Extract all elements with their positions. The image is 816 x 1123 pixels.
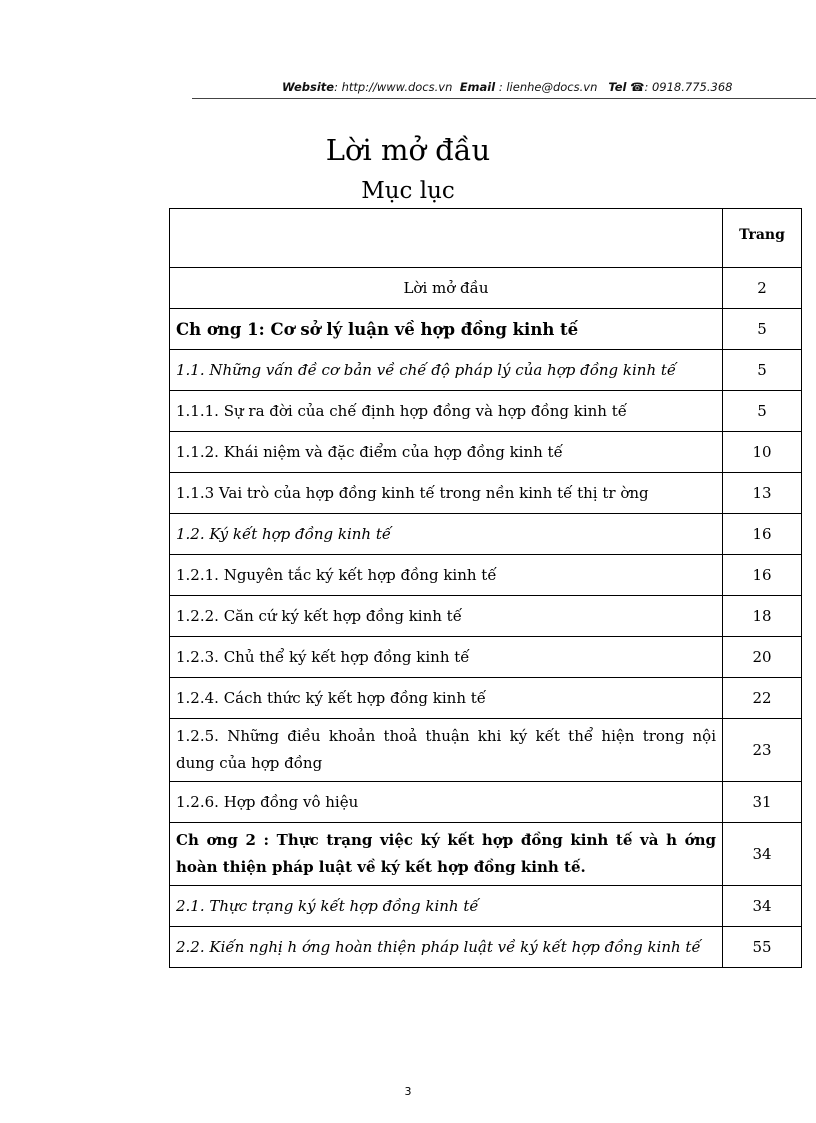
toc-entry: 2.2. Kiến nghị h ớng hoàn thiện pháp luật về ký kết hợp đồng kinh tế	[170, 927, 723, 968]
toc-row	[170, 678, 802, 719]
toc-row	[170, 514, 802, 555]
toc-title: Mục lục	[361, 178, 455, 204]
toc-page: 23	[723, 719, 802, 782]
page-header	[192, 78, 816, 99]
website-label: Website	[282, 80, 335, 94]
toc-entry: 1.2. Ký kết hợp đồng kinh tế	[170, 514, 723, 555]
toc-page: 34	[723, 823, 802, 886]
toc-row	[170, 823, 802, 886]
toc-row	[170, 886, 802, 927]
toc-row	[170, 596, 802, 637]
toc-row	[170, 782, 802, 823]
toc-page: 2	[723, 268, 802, 309]
phone-icon: ☎	[630, 80, 645, 94]
toc-entry: 1.2.5. Những điều khoản thoả thuận khi ký kết thể hiện trong nội dung của hợp đồng	[170, 719, 723, 782]
toc-page: 55	[723, 927, 802, 968]
email-value: : lienhe@docs.vn	[498, 80, 598, 94]
toc-entry: 1.2.2. Căn cứ ký kết hợp đồng kinh tế	[170, 596, 723, 637]
tel-label: Tel	[608, 80, 627, 94]
toc-entry: 1.1.1. Sự ra đời của chế định hợp đồng và hợp đồng kinh tế	[170, 391, 723, 432]
toc-page: 18	[723, 596, 802, 637]
website-value: : http://www.docs.vn	[334, 80, 453, 94]
toc-page: 22	[723, 678, 802, 719]
toc-entry: Lời mở đầu	[170, 268, 723, 309]
toc-page: 20	[723, 637, 802, 678]
toc-entry: 1.2.6. Hợp đồng vô hiệu	[170, 782, 723, 823]
toc-header-row	[170, 209, 802, 268]
toc-page: 34	[723, 886, 802, 927]
toc-row	[170, 432, 802, 473]
toc-row	[170, 473, 802, 514]
toc-page: 10	[723, 432, 802, 473]
toc-row	[170, 350, 802, 391]
toc-row	[170, 637, 802, 678]
toc-row	[170, 268, 802, 309]
toc-header-page: Trang	[723, 209, 802, 268]
page-title: Lời mở đầu	[325, 133, 491, 167]
toc-row	[170, 555, 802, 596]
toc-page: 5	[723, 391, 802, 432]
toc-entry: 1.2.1. Nguyên tắc ký kết hợp đồng kinh tế	[170, 555, 723, 596]
toc-entry: 1.1.3 Vai trò của hợp đồng kinh tế trong nền kinh tế thị tr ờng	[170, 473, 723, 514]
toc-entry: 1.2.3. Chủ thể ký kết hợp đồng kinh tế	[170, 637, 723, 678]
toc-page: 16	[723, 514, 802, 555]
toc-entry: Ch ơng 1: Cơ sở lý luận về hợp đồng kinh tế	[170, 309, 723, 350]
toc-header-blank	[170, 209, 723, 268]
toc-row	[170, 719, 802, 782]
email-label: Email	[459, 80, 496, 94]
toc-page: 5	[723, 350, 802, 391]
toc-page: 13	[723, 473, 802, 514]
toc-entry: 1.1.2. Khái niệm và đặc điểm của hợp đồng kinh tế	[170, 432, 723, 473]
toc-entry: 2.1. Thực trạng ký kết hợp đồng kinh tế	[170, 886, 723, 927]
toc-page: 31	[723, 782, 802, 823]
toc-row	[170, 309, 802, 350]
page-number: 3	[404, 1085, 412, 1098]
tel-value: : 0918.775.368	[644, 80, 733, 94]
toc-entry: Ch ơng 2 : Thực trạng việc ký kết hợp đồng kinh tế và h ớng hoàn thiện pháp luật về ký kết hợp đồng kinh tế.	[170, 823, 723, 886]
toc-row	[170, 927, 802, 968]
toc-entry: 1.2.4. Cách thức ký kết hợp đồng kinh tế	[170, 678, 723, 719]
toc-table	[169, 208, 802, 968]
toc-page: 5	[723, 309, 802, 350]
toc-entry: 1.1. Những vấn đề cơ bản về chế độ pháp lý của hợp đồng kinh tế	[170, 350, 723, 391]
toc-row	[170, 391, 802, 432]
toc-page: 16	[723, 555, 802, 596]
